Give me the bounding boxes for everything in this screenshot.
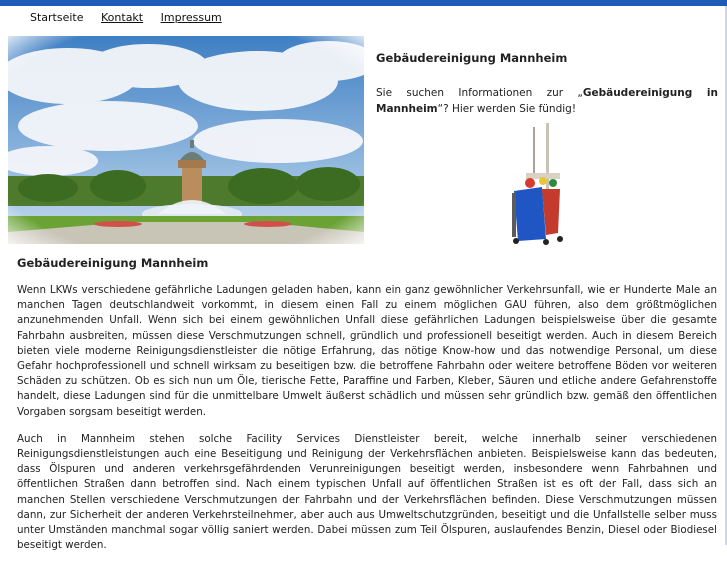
- intro-text-after: “? Hier werden Sie fündig!: [437, 103, 577, 115]
- nav-link-contact[interactable]: Kontakt: [101, 11, 144, 24]
- paragraph-2: Auch in Mannheim stehen solche Facility Services Dienstleister bereit, welche innerhalb seiner verschiedenen Reinigungsdienstleistungen auch eine Beseitigung und Reinigung der Verkehrsflächen anbieten. Beispielsweise kann das bedeuten, dass Ölspuren und anderen verkehrsgefährdenden Verunreinigungen beseitigt werden, insbesondere wenn Fahrbahnen und öffentlichen Straßen dann betroffen sind. Nach einem typischen Unfall auf öffentlichen Straßen ist es oft der Fall, dass sich an manchen Stellen verschiedene Verschmutzungen der Fahrbahn und der Verkehrsflächen befinden. Diese Verschmutzungen müssen dann, zur Sicherheit der anderen Verkehrsteilnehmer, aber auch aus Umweltschutzgründen, beseitigt und die Unfallstelle selber muss unter Umständen manchmal sogar völlig saniert werden. Dabei müssen zum Teil Ölspuren, auslaufendes Benzin, Diesel oder Biodiesel beseitigt werden.: [17, 432, 717, 552]
- nav-link-imprint[interactable]: Impressum: [160, 11, 222, 24]
- intro-text-before: Sie suchen Informationen zur „: [376, 87, 583, 99]
- intro-heading: Gebäudereinigung Mannheim: [376, 51, 568, 65]
- top-navigation: [30, 11, 236, 24]
- main-heading: Gebäudereinigung Mannheim: [17, 256, 209, 270]
- intro-section: [376, 36, 718, 117]
- intro-text: [376, 85, 718, 117]
- hero-image-water-tower: [8, 36, 364, 244]
- main-content: [17, 252, 717, 565]
- intro-text-bold: Gebäudereinigung in Mannheim: [376, 87, 718, 115]
- cleaning-cart-image: [506, 123, 568, 249]
- nav-link-home[interactable]: Startseite: [30, 11, 84, 24]
- paragraph-1: Wenn LKWs verschiedene gefährliche Ladungen geladen haben, kann ein ganz gewöhnlicher Verkehrsunfall, wie er Hunderte Male an manchen Tagen deutschlandweit vorkommt, in diesem einen Fall zu einem möglichen GAU führen, also dem größtmöglichen anzunehmenden Unfall. Wenn sich bei einem gewöhnlichen Unfall diese gefährlichen Ladungen beispielsweise über die gesamte Fahrbahn ausbreiten, müssen diese Verschmutzungen schnell, gründlich und professionell beseitigt werden. Auch in diesem Bereich bieten viele moderne Reinigungsdienstleister die nötige Erfahrung, das nötige Know-how und das notwendige Personal, um diese Gefahr hochprofessionell und schnell wirksam zu beseitigen bzw. die betroffene Fahrbahn oder weitere betroffene Böden vor weiteren Schäden zu schützen. Ob es sich nun um Öle, tierische Fette, Paraffine und Farben, Kleber, Säuren und etliche andere Gefahrenstoffe handelt, diese Ladungen sind für die unmittelbare Umwelt äußerst schädlich und müssen sehr gründlich bzw. gemäß den öffentlichen Vorgaben sorgsam beseitigt werden.: [17, 284, 717, 418]
